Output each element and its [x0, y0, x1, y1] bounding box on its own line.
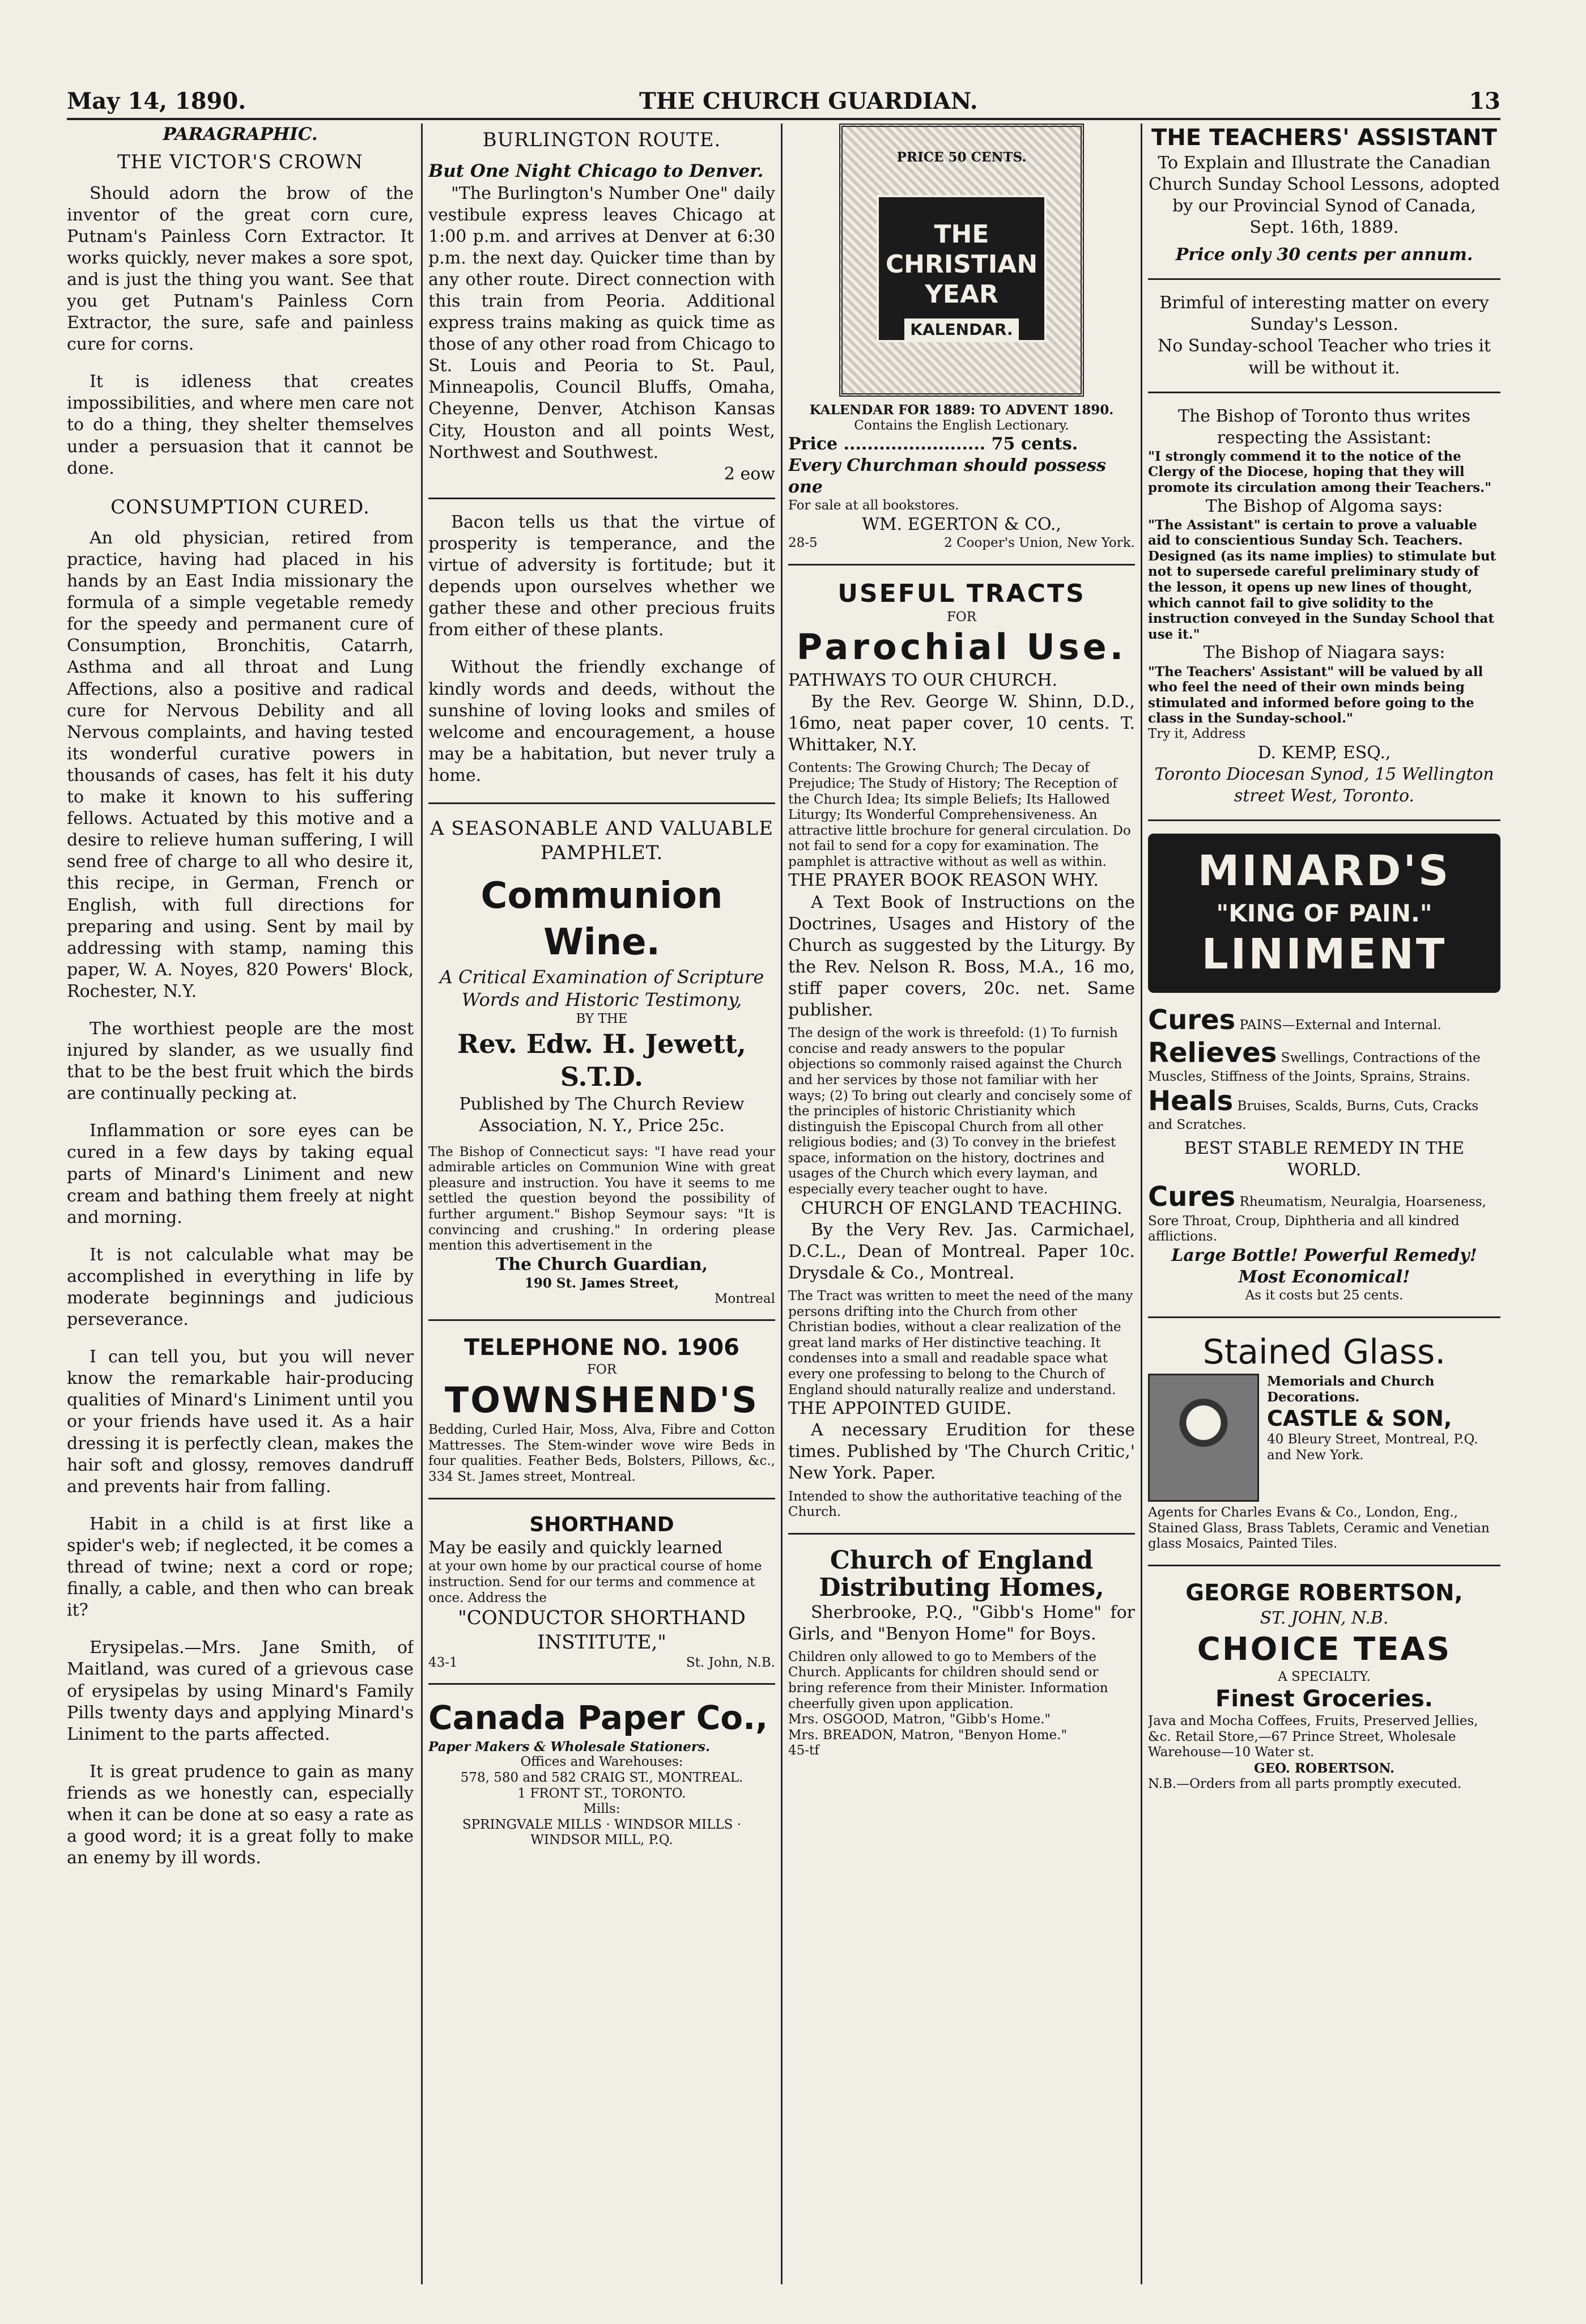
ad-institute-row — [428, 1655, 775, 1671]
ad-text-small: at your own home by our practical course of home instruction. Send for our terms and commence at once. Address the — [428, 1559, 762, 1605]
ad-heading: BURLINGTON ROUTE. — [482, 129, 721, 151]
ad-text-small: Children only allowed to go to Members of the Church. Applicants for children should send or bring reference from their Minister. Information cheerfully given upon application. — [788, 1649, 1108, 1711]
ad-by: BY THE — [576, 1012, 628, 1027]
ad-title: Church of England Distributing Homes, — [819, 1545, 1104, 1603]
ad-title: TOWNSHEND'S — [444, 1379, 759, 1421]
tract-text: By the Rev. George W. Shinn, D.D., 16mo, neat paper cover, 10 cents. T. Whittaker, N.Y. — [788, 692, 1135, 755]
article-heading: THE VICTOR'S CROWN — [117, 151, 363, 174]
issue-date: May 14, 1890. — [67, 88, 246, 114]
ad-title: Canada Paper Co., — [428, 1698, 768, 1737]
tract-title: THE PRAYER BOOK REASON WHY. — [788, 870, 1099, 891]
article-text: Erysipelas.—Mrs. Jane Smith, of Maitland, was cured of a grievous case of erysipelas by using Minard's Family Pills twenty days and applying Minard's Liniment to the parts affected. — [67, 1638, 414, 1744]
column-rule — [421, 124, 423, 2284]
ad-text-small: N.B.—Orders from all parts promptly executed. — [1148, 1776, 1462, 1791]
column-3 — [788, 124, 1135, 2284]
ad-address: 40 Bleury Street, Montreal, P.Q. and New York. — [1267, 1432, 1478, 1463]
ad-telephone: TELEPHONE NO. 1906 — [464, 1335, 739, 1361]
ad-text: "The Burlington's Number One" daily vestibule express leaves Chicago at 1:00 p.m. and arrives at Denver at 6:30 p.m. the next day. Quicker time than by any other route. Direct connection with this train from Peoria. Additional express trains making as quick time as those of any other road from Chicago to St. Louis and Peoria to St. Paul, Minneapolis, Council Bluffs, Omaha, Cheyenne, Denver, Atchison Kansas City, Houston and all points West, Northwest and Southwest. — [428, 183, 775, 462]
ad-text-small: Rheumatism, Neuralgia, Hoarseness, Sore Throat, Croup, Diphtheria and all kindred afflictions. — [1148, 1195, 1486, 1244]
tract-text: A necessary Erudition for these times. Published by 'The Church Critic,' New York. Paper. — [788, 1420, 1135, 1484]
ad-quote: "The Teachers' Assistant" will be valued by all who feel the need of their own minds being stimulated and informed before going to the class in the Sunday-school." — [1148, 664, 1483, 726]
page-number: 13 — [1469, 88, 1500, 114]
ad-address: 190 St. James Street, — [524, 1275, 679, 1291]
ad-subtitle: Paper Makers & Wholesale Stationers. — [428, 1739, 710, 1754]
divider — [1148, 1316, 1500, 1318]
ad-text-small: As it costs but 25 cents. — [1245, 1288, 1404, 1303]
divider — [1148, 819, 1500, 821]
ad-publisher: WM. EGERTON & CO., — [862, 515, 1061, 535]
ad-institute: "CONDUCTOR SHORTHAND INSTITUTE," — [458, 1607, 746, 1654]
divider — [428, 1683, 775, 1685]
ad-contact: D. KEMP, ESQ., — [1257, 742, 1391, 763]
article-text: Without the friendly exchange of kindly words and deeds, without the sunshine of loving looks and smiles of welcome and encouragement, a house may be a habitation, but never truly a home. — [428, 657, 775, 785]
ad-address: 2 Cooper's Union, New York. — [944, 536, 1135, 551]
divider — [428, 498, 775, 499]
column-2 — [428, 124, 775, 2284]
ad-title: CHOICE TEAS — [1197, 1630, 1452, 1668]
tract-text: By the Very Rev. Jas. Carmichael, D.C.L., Dean of Montreal. Paper 10c. Drysdale & Co., Montreal. — [788, 1220, 1135, 1283]
divider — [1148, 278, 1500, 280]
column-rule — [1141, 124, 1142, 2284]
divider — [788, 564, 1135, 566]
ad-for: FOR — [946, 609, 977, 624]
ad-address: Toronto Diocesan Synod, 15 Wellington street West, Toronto. — [1154, 764, 1494, 806]
ad-heading: KALENDAR FOR 1889: TO ADVENT 1890. — [809, 402, 1114, 418]
column-4 — [1148, 124, 1500, 2284]
ad-for: FOR — [586, 1362, 617, 1377]
logo-text: LINIMENT — [1201, 930, 1447, 979]
ad-heading: BEST STABLE REMEDY IN THE WORLD. — [1184, 1138, 1465, 1180]
ad-text-small: Agents for Charles Evans & Co., London, Eng., Stained Glass, Brass Tablets, Ceramic and Venetian glass Mosaics, Painted Tiles. — [1148, 1505, 1490, 1552]
engraving-title-panel — [877, 195, 1047, 342]
ad-title: Parochial Use. — [796, 626, 1127, 668]
ad-publisher: Published by The Church Review Association, N. Y., Price 25c. — [459, 1094, 745, 1136]
ad-mills: Mills: — [583, 1802, 620, 1817]
tract-title: CHURCH OF ENGLAND TEACHING. — [801, 1198, 1122, 1218]
article-text: It is not calculable what may be accomplished in everything in life by moderate beginnings and judicious perseverance. — [67, 1244, 414, 1330]
article-text: I can tell you, but you will never know the remarkable hair-producing qualities of Minard's Liniment until you or your friends have used it. As a hair dressing it is perfectly clean, makes the hair soft and glossy, removes dandruff and prevents hair from falling. — [67, 1347, 414, 1497]
divider — [1148, 392, 1500, 393]
ad-text-small: Contains the English Lectionary. — [854, 418, 1069, 433]
ad-code: 28-5 — [788, 536, 818, 551]
christian-year-engraving — [839, 124, 1084, 397]
ad-tagline: Large Bottle! Powerful Remedy! Most Economical! — [1171, 1246, 1477, 1288]
ad-text-small: Swellings, Contractions of the Muscles, Stiffness of the Joints, Sprains, Strains. — [1148, 1050, 1481, 1085]
logo-text: "KING OF PAIN." — [1216, 899, 1432, 927]
engraving-title: THE CHRISTIAN YEAR — [885, 220, 1038, 309]
ad-keyword: Heals — [1148, 1085, 1234, 1117]
ad-publisher-row — [788, 536, 1135, 551]
article-text: It is great prudence to gain as many friends as we honestly can, especially when it can be done at so easy a rate as a good word; it is a great folly to make an enemy by ill words. — [67, 1761, 414, 1868]
ad-text-small: Try it, Address — [1148, 726, 1246, 741]
portrait-engraving — [1148, 1374, 1259, 1502]
article-text: Bacon tells us that the virtue of prosperity is temperance, and the virtue of adversity is fortitude; but it depends upon ourselves whether we gather these and other precious fruits from either of these plants. — [428, 512, 775, 640]
tract-text-small: Contents: The Growing Church; The Decay of Prejudice; The Study of History; The Reception of the Church Idea; Its simple Beliefs; Its Hallowed Liturgy; Its Wonderful Comprehensiveness. An attractive little brochure for general circulation. Do not fail to send for a copy for examination. The pamphlet is attractive without as well as within. — [788, 760, 1131, 869]
ad-keyword: Cures — [1148, 1181, 1236, 1213]
divider — [428, 1319, 775, 1321]
ad-text: The Bishop of Algoma says: — [1205, 496, 1443, 516]
ad-title: Finest Groceries. — [1215, 1686, 1433, 1713]
ad-text-small: PAINS—External and Internal. — [1239, 1018, 1442, 1033]
minards-liniment-logo — [1148, 834, 1500, 993]
ad-text-small: A SPECIALTY. — [1278, 1669, 1371, 1684]
ad-text: May be easily and quickly learned — [428, 1538, 723, 1558]
ad-quote: "The Assistant" is certain to prove a valuable aid to conscientious Sunday Sch. Teachers. Designed (as its name implies) to stimulate but not to supersede careful preliminary study of the lesson, it opens up new lines of thought, which cannot fail to give solidity to the instruction conveyed in the Sunday School that use it." — [1148, 517, 1496, 642]
article-text: Should adorn the brow of the inventor of the great corn cure, Putnam's Painless Corn Extractor. It works quickly, never makes a sore spot, and is just the thing you want. See that you get Putnam's Painless Corn Extractor, the sure, safe and painless cure for corns. — [67, 183, 414, 355]
ad-title: CASTLE & SON, — [1267, 1406, 1452, 1431]
ad-address: 1 FRONT ST., TORONTO. — [517, 1786, 686, 1801]
ad-text: Bedding, Curled Hair, Moss, Alva, Fibre and Cotton Mattresses. The Stem-winder wove wire Beds in four qualities. Feather Beds, Bolsters, Pillows, &c., 334 St. James street, Montreal. — [428, 1422, 775, 1485]
ad-price: Price ........................ 75 cents. — [788, 434, 1078, 454]
article-text: An old physician, retired from practice, having had placed in his hands by an East India missionary the formula of a simple vegetable remedy for the speedy and permanent cure of Consumption, Bronchitis, Catarrh, Asthma and all throat and Lung Affections, also a positive and radical cure for Nervous Debility and all Nervous complaints, and having tested its wonderful curative powers in thousands of cases, has felt it his duty to make it known to his suffering fellows. Actuated by this motive and a desire to relieve human suffering, I will send free of charge to all who desire it, this recipe, in German, French or English, with full directions for preparing and using. Sent by mail by addressing with stamp, naming this paper, W. A. Noyes, 820 Powers' Block, Rochester, N.Y. — [67, 528, 414, 1001]
divider — [428, 802, 775, 804]
tract-text: A Text Book of Instructions on the Doctrines, Usages and History of the Church as suggested by the Liturgy. By the Rev. Nelson R. Boss, M.A., 16 mo, stiff paper covers, 20c. net. Same publisher. — [788, 892, 1135, 1021]
ad-matron: Mrs. OSGOOD, Matron, "Gibb's Home." — [788, 1712, 1051, 1727]
ad-quote: "I strongly commend it to the notice of the Clergy of the Diocese, hoping that they will promote its circulation among their Teachers." — [1148, 448, 1492, 496]
ad-keyword: Cures — [1148, 1004, 1236, 1036]
ad-text: The Bishop of Niagara says: — [1203, 643, 1445, 663]
article-heading: CONSUMPTION CURED. — [110, 495, 370, 519]
ad-contact: GEO. ROBERTSON. — [1253, 1760, 1395, 1776]
ad-title: THE TEACHERS' ASSISTANT — [1151, 125, 1497, 151]
ad-title: Communion Wine. — [481, 875, 723, 963]
ad-text: The Bishop of Toronto thus writes respecting the Assistant: — [1177, 406, 1471, 448]
ad-address: 578, 580 and 582 CRAIG ST., MONTREAL. — [460, 1770, 743, 1785]
divider — [1148, 1565, 1500, 1566]
ad-text-small: Java and Mocha Coffees, Fruits, Preserved Jellies, &c. Retail Store,—67 Prince Street, Wholesale Warehouse—10 Water st. — [1148, 1714, 1478, 1760]
newspaper-title: THE CHURCH GUARDIAN. — [639, 88, 978, 114]
ad-subheading: But One Night Chicago to Denver. — [428, 161, 764, 182]
page-header — [67, 84, 1500, 120]
ad-keyword: Relieves — [1148, 1036, 1277, 1069]
article-text: Habit in a child is at first like a spider's web; if neglected, it be comes a thread of twine; next a cord or rope; finally, a cable, and then who can break it? — [67, 1514, 414, 1621]
ad-title: SHORTHAND — [529, 1512, 674, 1536]
ad-city: Montreal — [714, 1291, 775, 1306]
ad-city: St. John, N.B. — [686, 1655, 775, 1670]
ad-code: 45-tf — [788, 1743, 819, 1758]
ad-heading: A SEASONABLE AND VALUABLE PAMPHLET. — [430, 817, 774, 865]
article-text: The worthiest people are the most injured by slander, as we usually find that to be the best fruit which the birds are continually pecking at. — [67, 1018, 414, 1104]
logo-text: MINARD'S — [1197, 846, 1451, 895]
engraving-subtitle: KALENDAR. — [904, 318, 1018, 341]
ad-text: To Explain and Illustrate the Canadian Church Sunday School Lessons, adopted by our Provincial Synod of Canada, Sept. 16th, 1889. — [1149, 152, 1500, 238]
ad-text-small: Bruises, Scalds, Burns, Cuts, Cracks and Scratches. — [1148, 1098, 1479, 1133]
ad-code: 43-1 — [428, 1655, 458, 1670]
tract-title: THE APPOINTED GUIDE. — [788, 1399, 1012, 1419]
column-rule — [781, 124, 783, 2284]
ad-offices: Offices and Warehouses: — [520, 1754, 683, 1770]
ad-author: Rev. Edw. H. Jewett, S.T.D. — [457, 1028, 746, 1093]
divider — [428, 1498, 775, 1499]
ad-title: GEORGE ROBERTSON, — [1185, 1579, 1463, 1606]
ad-text-small: Memorials and Church Decorations. — [1267, 1373, 1435, 1405]
ad-text: Brimful of interesting matter on every Sunday's Lesson. — [1159, 293, 1489, 335]
ad-title: Stained Glass. — [1202, 1332, 1446, 1372]
tract-text-small: The Tract was written to meet the need of the many persons drifting into the Church from other Christian bodies, without a clear realization of the great land marks of Her distinctive teaching. It condenses into a small and readable space what every one professing to belong to the Church of England should naturally realize and understand. — [788, 1289, 1133, 1397]
divider — [788, 1533, 1135, 1535]
engraving-price: PRICE 50 CENTS. — [896, 150, 1027, 165]
ad-subtitle: A Critical Examination of Scripture Words and Historic Testimony, — [439, 966, 764, 1011]
ad-note: Every Churchman should possess one — [788, 456, 1106, 498]
ad-text-small: For sale at all bookstores. — [788, 498, 959, 513]
ad-title: USEFUL TRACTS — [837, 579, 1086, 608]
ad-city: ST. JOHN, N.B. — [1260, 1608, 1389, 1628]
tract-text-small: The design of the work is threefold: (1) To furnish concise and ready answers to the popular objections so commonly raised against the Church and her services by those not familiar with her ways; (2) To bring out clearly and concisely some of the principles of historic Christianity which distinguish the Episcopal Church from all other religious bodies; and (3) To convey in the briefest space, information on the history, doctrines and usages of the Church which every layman, and especially every teacher ought to have. — [788, 1026, 1132, 1197]
ad-price: Price only 30 cents per annum. — [1175, 245, 1473, 265]
tract-title: PATHWAYS TO OUR CHURCH. — [788, 670, 1058, 690]
tract-text-small: Intended to show the authoritative teaching of the Church. — [788, 1489, 1122, 1520]
article-text: It is idleness that creates impossibilities, and where men care not to do a thing, they shelter themselves under a persuasion that it cannot be done. — [67, 372, 414, 478]
ad-quote: The Bishop of Connecticut says: "I have read your admirable articles on Communion Wine with great pleasure and instruction. You have it seems to me settled the question beyond the possibility of further argument." Bishop Seymour says: "It is convincing and crushing." In ordering please mention this advertisement in the — [428, 1144, 775, 1254]
section-heading: PARAGRAPHIC. — [163, 124, 318, 145]
ad-guardian: The Church Guardian, — [495, 1254, 708, 1274]
article-text: Inflammation or sore eyes can be cured in a few days by taking equal parts of Minard's Liniment and new cream and bathing them freely at night and morning. — [67, 1121, 414, 1227]
castle-ad — [1148, 1374, 1500, 1552]
ad-code: 2 eow — [724, 464, 775, 484]
column-1 — [67, 124, 414, 2284]
ad-text: Sherbrooke, P.Q., "Gibb's Home" for Girls, and "Benyon Home" for Boys. — [788, 1602, 1135, 1644]
ad-mills-list: SPRINGVALE MILLS · WINDSOR MILLS · WINDSOR MILL, P.Q. — [462, 1817, 742, 1848]
ad-matron: Mrs. BREADON, Matron, "Benyon Home." — [788, 1727, 1068, 1743]
ad-text: No Sunday-school Teacher who tries it will be without it. — [1158, 336, 1491, 378]
